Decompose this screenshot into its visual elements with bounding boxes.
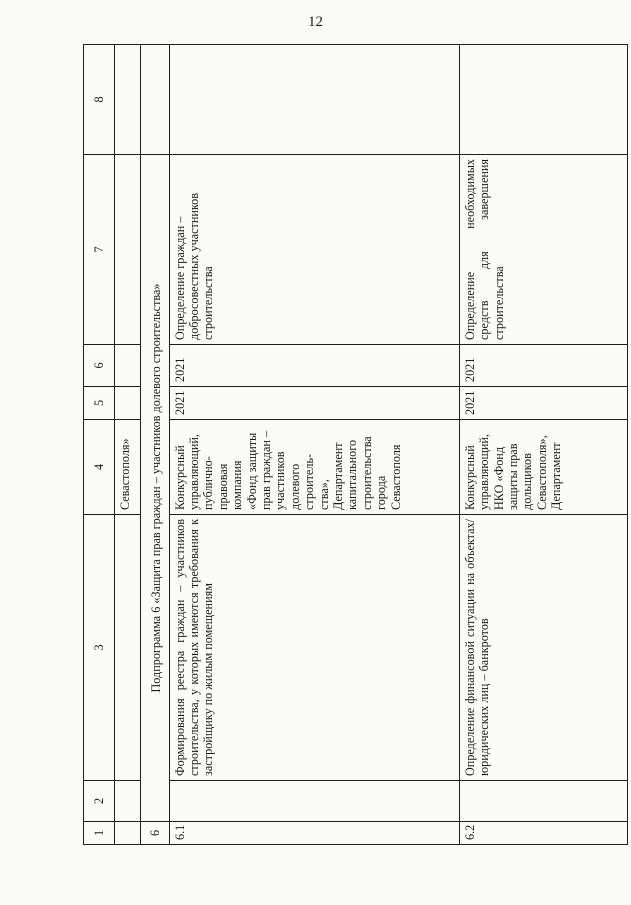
table-row <box>169 45 459 845</box>
continuation-col-3 <box>115 515 141 781</box>
continuation-col-5 <box>115 387 141 420</box>
row-number: 6.2 <box>459 822 627 845</box>
header-col-3: 3 <box>84 515 115 781</box>
measures-table <box>83 44 628 845</box>
continuation-col-1 <box>115 822 141 845</box>
header-col-7: 7 <box>84 155 115 345</box>
page-number: 12 <box>308 14 323 30</box>
row-end-year: 2021 <box>459 345 627 387</box>
header-col-4: 4 <box>84 420 115 515</box>
row-col-2 <box>459 781 627 822</box>
continuation-col-6 <box>115 345 141 387</box>
row-end-year: 2021 <box>169 345 459 387</box>
row-col-2 <box>169 781 459 822</box>
continuation-text: Севастополя» <box>115 420 141 515</box>
header-col-2: 2 <box>84 781 115 822</box>
row-measure: Формирования реестра граждан – участников строительства, у которых имеются требования к застройщику по жилым помещениям <box>169 515 459 781</box>
subprogram-col-8 <box>141 45 169 155</box>
header-col-1: 1 <box>84 822 115 845</box>
row-executor: Конкурсный управляющий, публично-правовая компания «Фонд защиты прав граждан – участников долевого строитель-ства», Департамент капитального строительства города Севастополя <box>169 420 459 515</box>
header-row <box>84 45 115 845</box>
continuation-col-2 <box>115 781 141 822</box>
row-result: Определение граждан – добросовестных участников строительства <box>169 155 459 345</box>
row-start-year: 2021 <box>169 387 459 420</box>
row-number: 6.1 <box>169 822 459 845</box>
continuation-col-7 <box>115 155 141 345</box>
continuation-row <box>115 45 141 845</box>
rotated-table-container <box>83 45 628 845</box>
row-result: Определение необходимых средств для завершения строительства <box>459 155 627 345</box>
subprogram-title: Подпрограмма 6 «Защита прав граждан – участников долевого строительства» <box>141 155 169 822</box>
row-measure: Определение финансовой ситуации на объектах/ юридических лиц – банкротов <box>459 515 627 781</box>
row-executor: Конкурсный управляющий, НКО «Фонд защиты прав дольщиков Севастополя», Департамент <box>459 420 627 515</box>
header-col-6: 6 <box>84 345 115 387</box>
subprogram-row <box>141 45 169 845</box>
row-start-year: 2021 <box>459 387 627 420</box>
header-col-5: 5 <box>84 387 115 420</box>
subprogram-number: 6 <box>141 822 169 845</box>
table-row <box>459 45 627 845</box>
row-col-8 <box>459 45 627 155</box>
header-col-8: 8 <box>84 45 115 155</box>
continuation-col-8 <box>115 45 141 155</box>
row-col-8 <box>169 45 459 155</box>
